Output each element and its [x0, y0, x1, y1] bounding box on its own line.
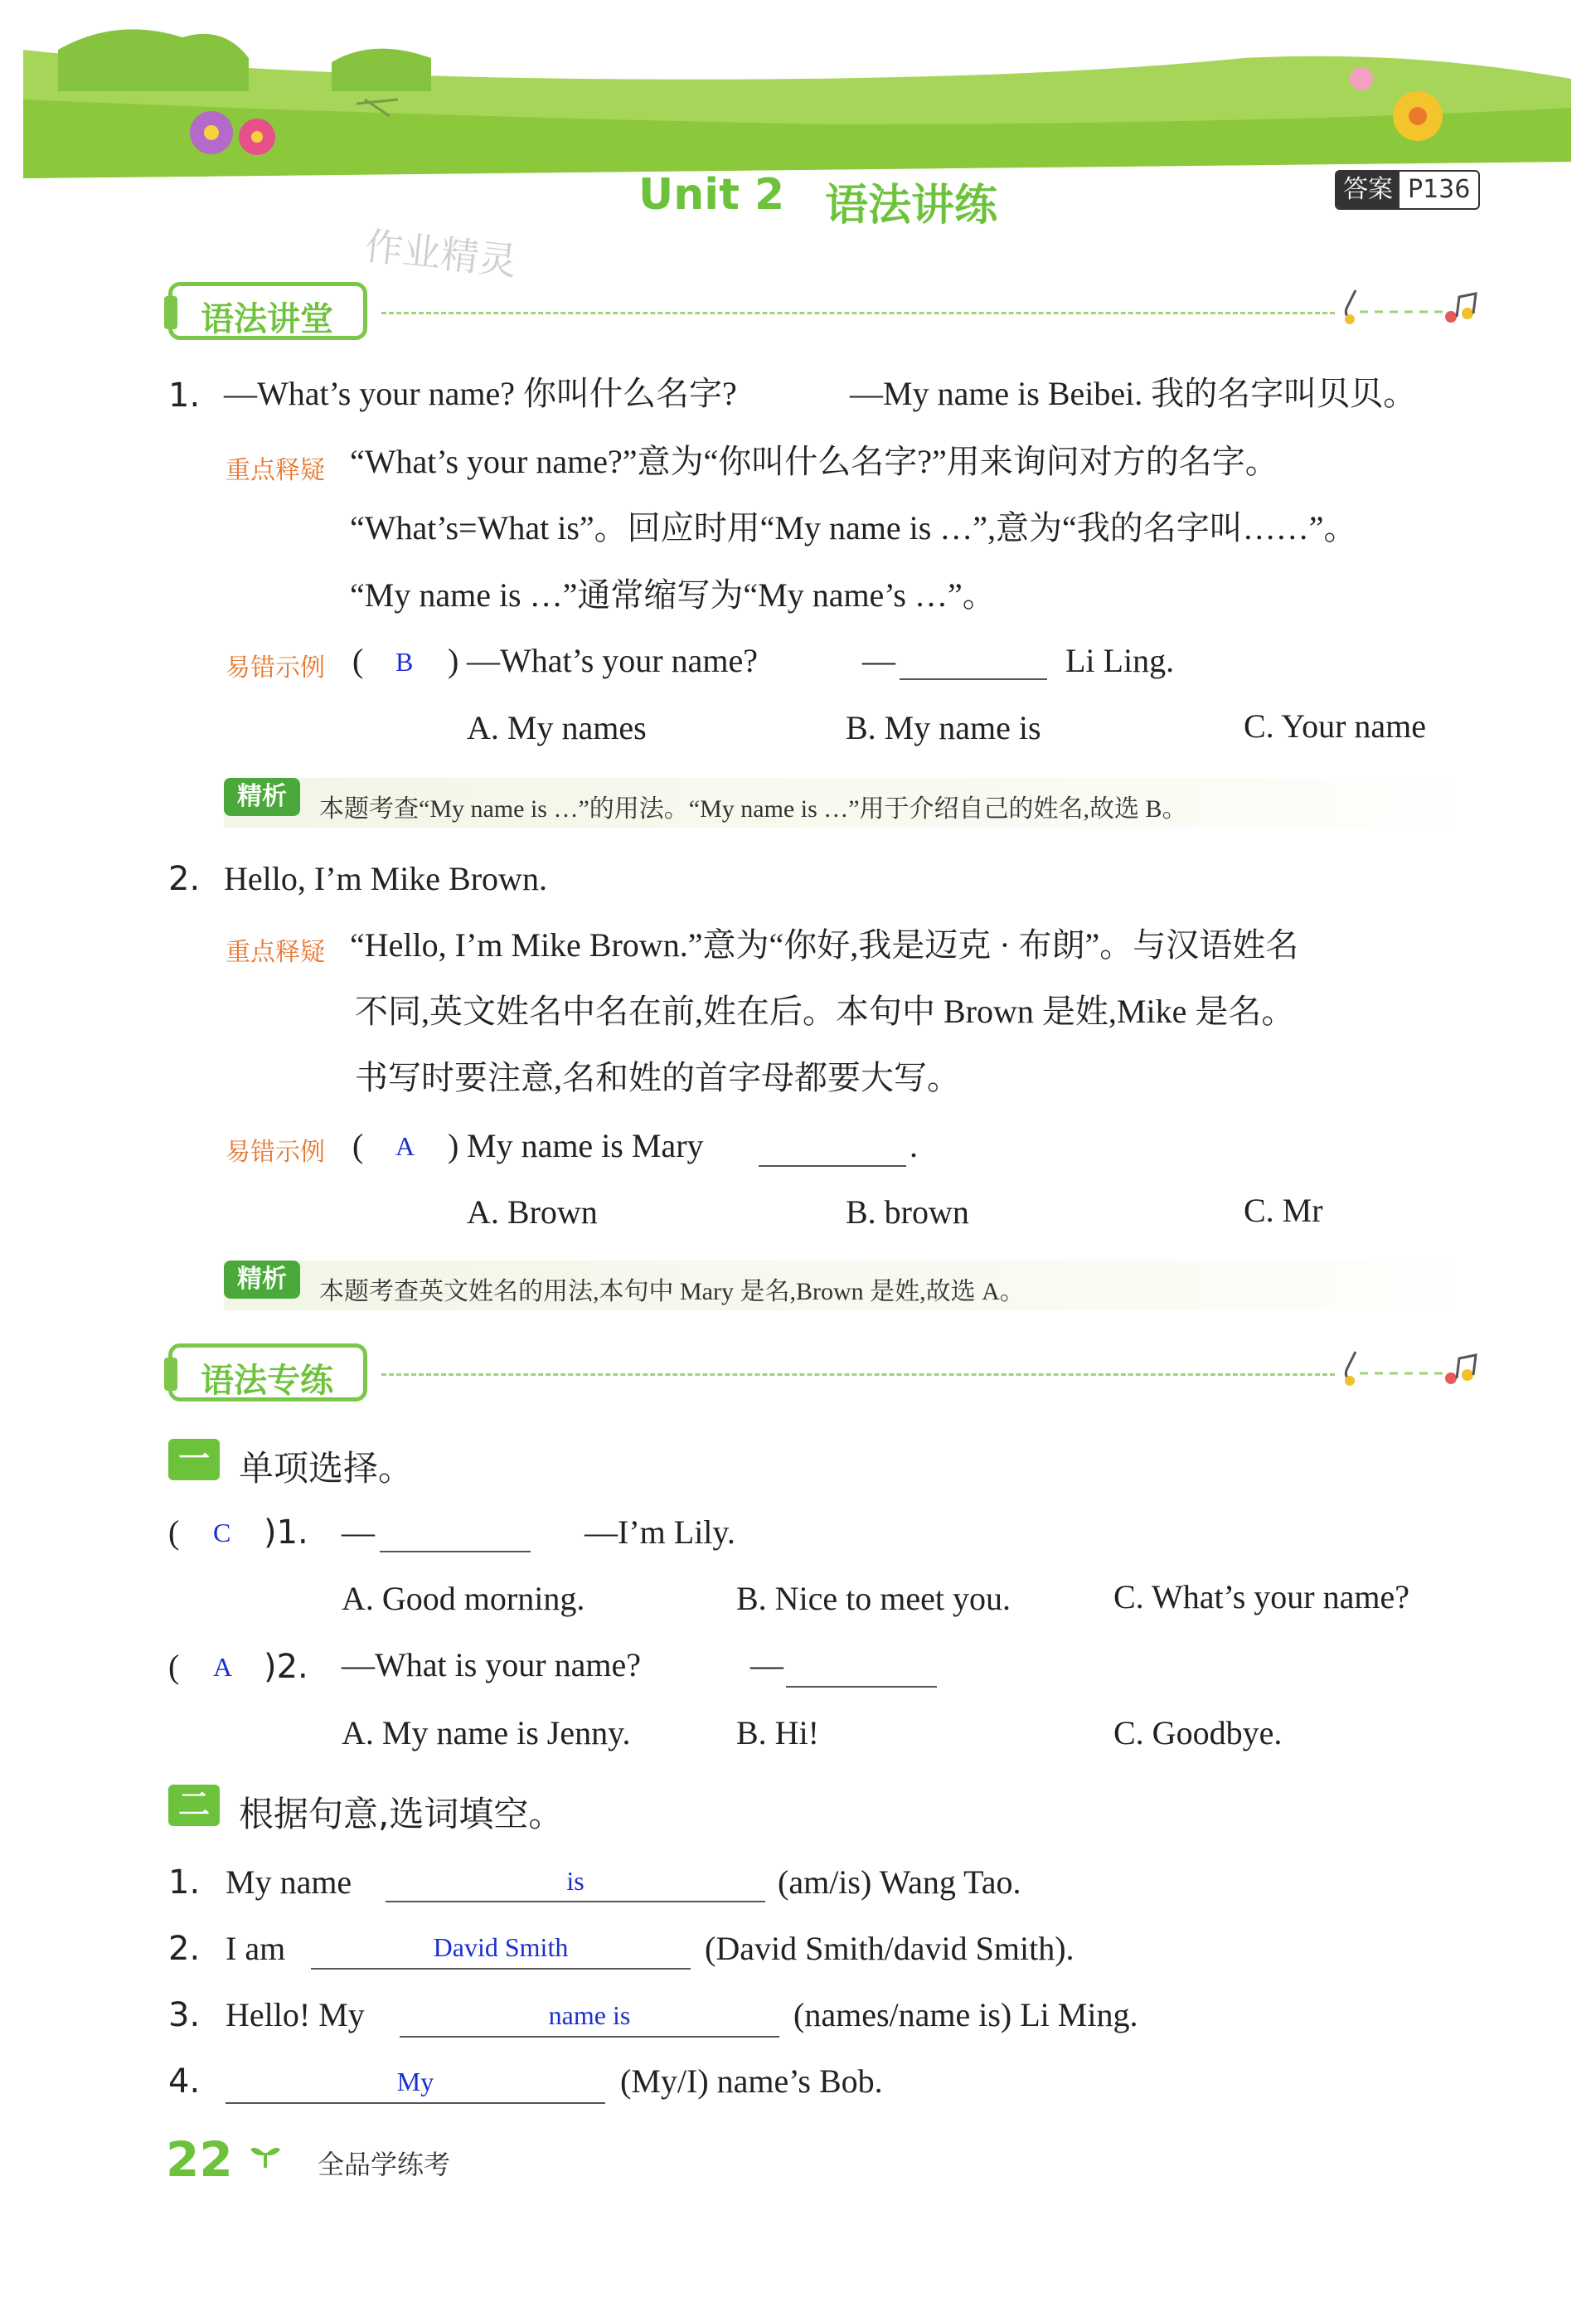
- paren-close: ): [448, 1127, 459, 1164]
- answer-blank: [400, 2036, 779, 2038]
- option-c: C. Mr: [1244, 1192, 1323, 1229]
- answer-blank: [226, 2102, 605, 2104]
- answer-blank: [759, 1165, 906, 1167]
- explanation-line: “Hello, I’m Mike Brown.”意为“你好,我是迈克 · 布朗”。与汉语姓名: [350, 926, 1299, 964]
- option-b: B. Nice to meet you.: [736, 1580, 1011, 1617]
- sentence-start: I am: [226, 1930, 286, 1967]
- example-question: My name is Mary: [467, 1127, 704, 1164]
- sentence-end: .: [910, 1127, 918, 1164]
- error-example-label: 易错示例: [226, 653, 325, 683]
- answer-blank: [900, 678, 1047, 680]
- reply-text: —I’m Lily.: [585, 1513, 735, 1551]
- tab-notch: [164, 296, 177, 329]
- filled-answer: is: [566, 1866, 585, 1896]
- option-b: B. Hi!: [736, 1714, 819, 1751]
- part-number-badge: 二: [168, 1785, 220, 1826]
- sentence-end: (names/name is) Li Ming.: [793, 1996, 1138, 2033]
- paren-close: ): [448, 642, 459, 679]
- part-number-badge: 一: [168, 1439, 220, 1480]
- question-text: —What is your name?: [342, 1646, 641, 1683]
- page-title-topic: 语法讲练: [825, 181, 998, 231]
- section-tab-grammar-practice: [168, 1343, 367, 1401]
- answer-blank: [380, 1551, 531, 1552]
- item-number: 1.: [168, 1863, 201, 1902]
- book-title: 全品学练考: [318, 2149, 451, 2180]
- filled-answer: David Smith: [433, 1932, 569, 1962]
- analysis-box: [224, 1261, 1472, 1310]
- option-c: C. Goodbye.: [1113, 1714, 1283, 1751]
- sentence-end: (David Smith/david Smith).: [705, 1930, 1075, 1967]
- music-notes-icon: [1335, 282, 1492, 332]
- question-number: )1.: [264, 1513, 308, 1552]
- filled-answer: B: [395, 647, 414, 677]
- filled-answer: C: [213, 1518, 231, 1547]
- question-dash: —: [342, 1513, 375, 1551]
- part-title: 根据句意,选词填空。: [239, 1794, 564, 1834]
- option-a: A. My names: [467, 709, 647, 746]
- analysis-tag: 精析: [224, 778, 300, 816]
- sentence-end: (am/is) Wang Tao.: [778, 1863, 1021, 1901]
- answer-blank: [386, 1901, 765, 1902]
- music-notes-icon: [1335, 1343, 1492, 1393]
- answer-text: —My name is Beibei. 我的名字叫贝贝。: [850, 375, 1417, 412]
- explanation-line: “My name is …”通常缩写为“My name’s …”。: [350, 576, 996, 614]
- paren-open: (: [168, 1648, 180, 1685]
- analysis-text: 本题考查英文姓名的用法,本句中 Mary 是名,Brown 是姓,故选 A。: [319, 1278, 1025, 1305]
- part-title: 单项选择。: [239, 1448, 414, 1489]
- page-title-unit: Unit 2: [638, 170, 785, 220]
- key-explanation-label: 重点释疑: [226, 456, 325, 485]
- sprout-icon: [249, 2141, 282, 2169]
- question-dash: —: [750, 1646, 783, 1683]
- option-a: A. My name is Jenny.: [342, 1714, 631, 1751]
- item-number: 1.: [168, 376, 201, 415]
- explanation-line: “What’s your name?”意为“你叫什么名字?”用来询问对方的名字。: [350, 443, 1278, 480]
- section-divider: [381, 1373, 1335, 1376]
- example-answer-tail: Li Ling.: [1065, 642, 1175, 679]
- key-explanation-label: 重点释疑: [226, 938, 325, 967]
- filled-answer: name is: [548, 2000, 631, 2030]
- option-a: A. Brown: [467, 1193, 598, 1231]
- question-text: —What’s your name? 你叫什么名字?: [224, 375, 737, 412]
- option-a: A. Good morning.: [342, 1580, 585, 1617]
- watermark: 作业精灵: [362, 223, 520, 284]
- answer-dash: —: [862, 642, 895, 679]
- answer-blank: [786, 1686, 937, 1688]
- answer-page-badge: [1335, 170, 1480, 210]
- filled-answer: My: [396, 2067, 434, 2096]
- analysis-text: 本题考查“My name is …”的用法。“My name is …”用于介绍自己的姓名,故选 B。: [319, 795, 1187, 823]
- option-b: B. My name is: [846, 709, 1041, 746]
- example-question: —What’s your name?: [467, 642, 758, 679]
- paren-open: (: [352, 642, 364, 679]
- item-number: 2.: [168, 860, 201, 898]
- page-number: 22: [166, 2131, 233, 2188]
- section-tab-label: 语法讲堂: [201, 300, 333, 338]
- sentence-end: (My/I) name’s Bob.: [620, 2062, 883, 2100]
- section-tab-grammar-lecture: [168, 282, 367, 340]
- explanation-line: “What’s=What is”。回应时用“My name is …”,意为“我的名字叫……”。: [350, 509, 1357, 546]
- error-example-label: 易错示例: [226, 1138, 325, 1167]
- answer-blank: [311, 1968, 691, 1970]
- tab-notch: [164, 1358, 177, 1391]
- paren-open: (: [352, 1127, 364, 1164]
- sentence-start: Hello! My: [226, 1996, 365, 2033]
- explanation-line: 书写时要注意,名和姓的首字母都要大写。: [355, 1059, 960, 1096]
- filled-answer: A: [213, 1652, 233, 1682]
- question-number: )2.: [264, 1648, 308, 1686]
- section-divider: [381, 312, 1335, 314]
- analysis-tag: 精析: [224, 1261, 300, 1299]
- paren-open: (: [168, 1513, 180, 1551]
- answer-page: P136: [1408, 175, 1471, 204]
- item-number: 2.: [168, 1930, 201, 1968]
- analysis-box: [224, 778, 1472, 828]
- sentence-text: Hello, I’m Mike Brown.: [224, 860, 547, 897]
- option-b: B. brown: [846, 1193, 969, 1231]
- item-number: 3.: [168, 1996, 201, 2034]
- answer-label: 答案: [1336, 172, 1400, 208]
- explanation-line: 不同,英文姓名中名在前,姓在后。本句中 Brown 是姓,Mike 是名。: [355, 993, 1295, 1030]
- header-meadow-illustration: [0, 0, 1596, 182]
- sentence-start: My name: [226, 1863, 352, 1901]
- item-number: 4.: [168, 2062, 201, 2101]
- option-c: C. Your name: [1244, 707, 1427, 745]
- section-tab-label: 语法专练: [201, 1362, 333, 1400]
- option-c: C. What’s your name?: [1113, 1578, 1409, 1615]
- filled-answer: A: [395, 1131, 415, 1161]
